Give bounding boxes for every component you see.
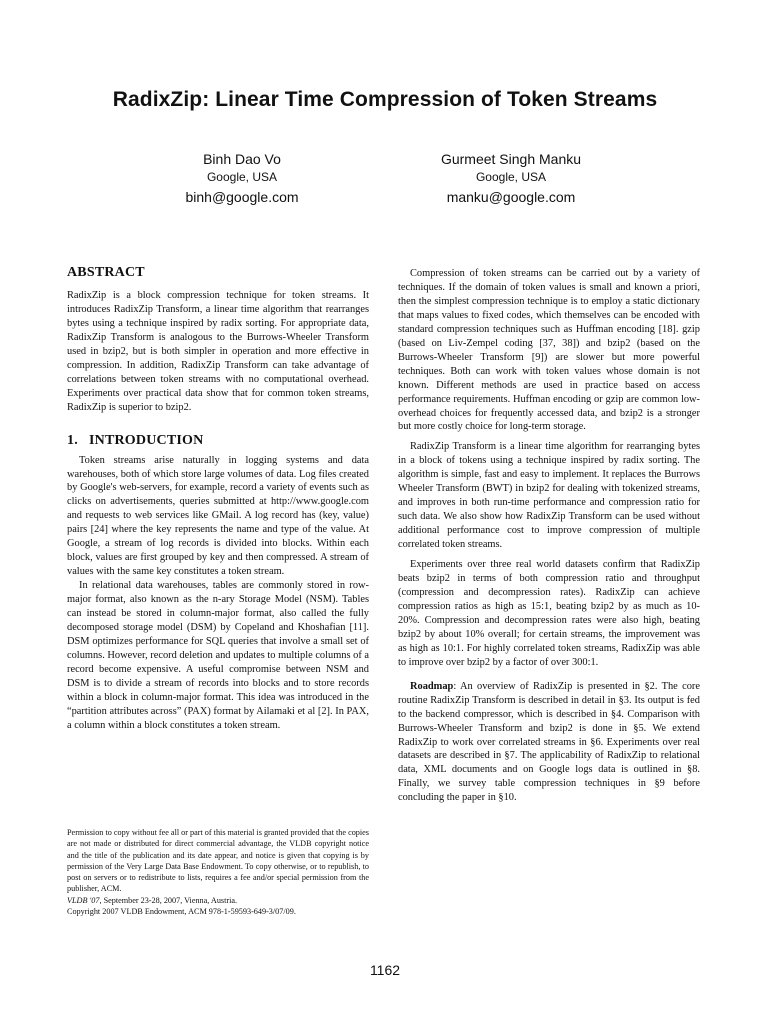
permission-text: Permission to copy without fee all or part of this material is granted provided that the copies are not made or distributed for direct commercial advantage, the VLDB copyright notice and the title of the publication and its date appear, and notice is given that copying is by permission of the Very Large Data Base Endowment. To copy otherwise, or to republish, to post on servers or to redistribute to lists, requires a fee and/or special permission from the publisher, ACM. [67, 828, 369, 894]
permission-notice [67, 827, 369, 917]
abstract-heading: ABSTRACT [67, 265, 145, 280]
roadmap-paragraph [398, 680, 700, 806]
body-paragraph-radixzip-transform: RadixZip Transform is a linear time algorithm for rearranging bytes in a block of tokens using a technique inspired by radix sorting. The algorithm is simple, fast and easy to implement. It replaces the Burrows Wheeler Transform (BWT) in bzip2 for dealing with tokenized streams, and improves in both run-time performance and compression ratio for such data. We also show how RadixZip Transform can be used without additional performance cost to improve compression of multiple correlated token streams. [398, 441, 700, 551]
right-column [398, 267, 700, 805]
venue-line [67, 895, 369, 906]
left-column [67, 264, 369, 733]
copyright-line: Copyright 2007 VLDB Endowment, ACM 978-1-59593-649-3/07/09. [67, 907, 296, 917]
author-affiliation: Google, USA [475, 170, 547, 184]
author-email: binh@google.com [185, 189, 299, 205]
body-paragraph-compression: Compression of token streams can be carried out by a variety of techniques. If the domain of token values is small and known a priori, then the simplest compression technique is to employ a static dictionary that maps values to fixed codes, which themselves can be encoded with standard compression techniques such as Huffman encoding [18]. gzip (based on Liv-Zempel coding [37, 38]) and bzip2 (based on the Burrows-Wheeler Transform [9]) are slower but more powerful techniques. Both can work with token values whose domain is not known. Different methods are used in practice based on access performance requirements. Huffman encoding or gzip are common low-overhead choices for frequently accessed data, and bzip2 is a stronger but more costly choice for long-term storage. [398, 268, 700, 433]
body-paragraph-experiments: Experiments over three real world datasets confirm that RadixZip beats bzip2 in terms of both compression ratio and throughput (compression and decompression rates). RadixZip can achieve compression ratios as high as 15:1, beating bzip2 by as much as 10-20%. Compression and decompression rates were also high, beating bzip2 by about 10% overall; for certain streams, the improvement was as high as 10:1. For highly correlated token streams, RadixZip was able to improve over bzip2 by a factor of over 300:1. [398, 559, 700, 668]
page-number: 1162 [369, 962, 401, 978]
introduction-heading: 1. INTRODUCTION [67, 432, 204, 448]
author-block-1 [122, 150, 362, 206]
venue-details: September 23-28, 2007, Vienna, Austria. [101, 895, 238, 905]
introduction-paragraph-1: Token streams arise naturally in logging systems and data warehouses, both of which store large volumes of data. Log files created by Google's web-servers, for example, record a variety of events such as clicks on advertisements, queries submitted at http://www.google.com and requests to web services like GMail. A log record has (key, value) pairs [24] where the key represents the name and type of the value. At Google, a stream of log records is divided into blocks. Within each block, values are first grouped by key and then compressed. A stream of values with the same key constitutes a token stream. [67, 454, 369, 578]
author-name: Gurmeet Singh Manku [440, 151, 582, 167]
roadmap-label: Roadmap [410, 680, 454, 692]
author-email: manku@google.com [446, 189, 576, 205]
author-name: Binh Dao Vo [203, 151, 281, 167]
author-affiliation: Google, USA [206, 170, 278, 184]
venue-name: VLDB '07, [67, 895, 102, 905]
abstract-text: RadixZip is a block compression technique for token streams. It introduces RadixZip Transform, a linear time algorithm that rearranges bytes using a technique inspired by radix sorting. For appropriate data, RadixZip Transform is analogous to the Burrows-Wheeler Transform used in bzip2, but is both simpler in operation and more effective in compression. In addition, RadixZip Transform can take advantage of correlations between token streams with no computational overhead. Experiments over practical data show that for common token streams, RadixZip is superior to bzip2. [67, 290, 369, 413]
roadmap-text: : An overview of RadixZip is presented in §2. The core routine RadixZip Transform is described in detail in §3. Its output is fed to the backend compressor, which is described in §4. Comparison with Burrows-Wheeler Transform and bzip2 is done in §5. We extend RadixZip to work over correlated streams in §6. Experiments over real datasets are described in §7. The applicability of RadixZip to relational data, XML documents and on Google logs data is outlined in §8. Finally, we survey table compression techniques in §9 before concluding the paper in §10. [398, 680, 700, 804]
introduction-paragraph-2: In relational data warehouses, tables are commonly stored in row-major format, also known as the n-ary Storage Model (NSM). Tables can instead be stored in column-major format, also called the fully decomposed storage model (DSM) by Copeland and Khoshafian [11]. DSM optimizes performance for SQL queries that involve a small set of columns. However, record deletion and updates to multiple columns of a record become expensive. A useful compromise between NSM and DSM is to divide a stream of records into blocks and to store records within a block in column-major format. This idea was introduced in the “partition attributes across” (PAX) format by Ailamaki et al [2]. In PAX, a column within a block constitutes a token stream. [67, 580, 369, 731]
author-block-2 [391, 150, 631, 206]
paper-title: RadixZip: Linear Time Compression of Token Streams [112, 88, 658, 111]
